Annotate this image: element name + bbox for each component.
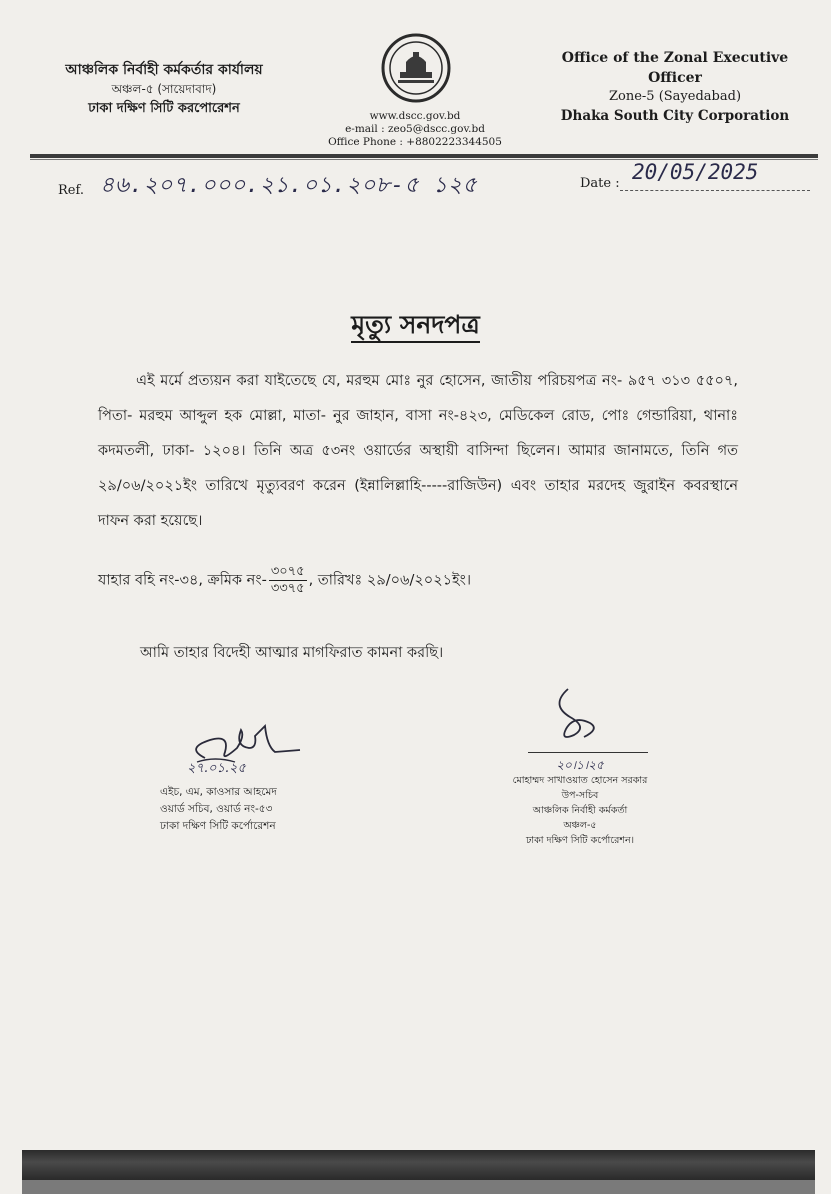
- zone-name-english: Zone-5 (Sayedabad): [608, 89, 742, 104]
- right-signature-line: [528, 752, 648, 753]
- serial-bottom: ৩৩৭৫: [270, 581, 305, 596]
- register-reference: [98, 564, 471, 597]
- right-signatory-rank: উপ-সচিব: [561, 790, 599, 801]
- zone-name-bangla: অঞ্চল-৫ (সায়েদাবাদ): [111, 82, 217, 96]
- office-name-bangla: আঞ্চলিক নির্বাহী কর্মকর্তার কার্যালয়: [65, 62, 263, 78]
- left-signature-icon: [175, 718, 305, 788]
- register-suffix: , তারিখঃ ২৯/০৬/২০২১ইং।: [308, 572, 472, 589]
- footer-band: [22, 1150, 815, 1180]
- date-value: 20/05/2025: [632, 160, 759, 184]
- certificate-title-text: মৃত্যু সনদপত্র: [351, 310, 480, 343]
- date-underline: [620, 190, 810, 191]
- right-signature-date: ২০।১।২৫: [556, 758, 604, 772]
- header-divider: [30, 154, 818, 158]
- left-signatory-designation: ওয়ার্ড সচিব, ওয়ার্ড নং-৫৩: [160, 803, 273, 815]
- website-text: www.dscc.gov.bd: [369, 110, 461, 122]
- certificate-title: [0, 305, 831, 348]
- ref-label: Ref.: [58, 183, 84, 198]
- right-signatory-designation: আঞ্চলিক নির্বাহী কর্মকর্তা: [532, 805, 628, 816]
- serial-top: ৩০৭৫: [270, 564, 305, 579]
- register-prefix: যাহার বহি নং-৩৪, ক্রমিক নং-: [98, 572, 267, 589]
- condolence-text: আমি তাহার বিদেহী আত্মার মাগফিরাত কামনা করছি।: [140, 645, 444, 661]
- footer-band-lower: [22, 1180, 815, 1194]
- left-signatory-organization: ঢাকা দক্ষিণ সিটি কর্পোরেশন: [160, 820, 276, 832]
- right-signatory-zone: অঞ্চল-৫: [563, 820, 597, 831]
- right-signatory-name: মোহাম্মদ সাখাওয়াত হোসেন সরকার: [512, 775, 648, 786]
- email-text: e-mail : zeo5@dscc.gov.bd: [345, 123, 485, 135]
- right-signature-icon: [540, 685, 610, 745]
- right-signatory: [505, 758, 655, 848]
- certificate-body: [98, 364, 738, 539]
- letterhead-english: [535, 48, 815, 126]
- left-signatory-name: এইচ, এম, কাওসার আহমেদ: [160, 786, 277, 798]
- serial-fraction: [269, 564, 307, 597]
- corporation-name-english: Dhaka South City Corporation: [560, 108, 790, 124]
- left-signature-date: ২৭.০১.২৫: [187, 761, 246, 776]
- phone-text: Office Phone : +8802223344505: [328, 136, 502, 148]
- corporation-name-bangla: ঢাকা দক্ষিণ সিটি করপোরেশন: [88, 101, 240, 116]
- ref-number: ৪৬.২০৭.০০০.২১.০১.২০৮-৫ ১২৫: [100, 173, 478, 198]
- right-signatory-organization: ঢাকা দক্ষিণ সিটি কর্পোরেশন।: [525, 835, 635, 846]
- dscc-logo-icon: [380, 32, 452, 104]
- certificate-body-text: এই মর্মে প্রত্যয়ন করা যাইতেছে যে, মরহুম মোঃ নুর হোসেন, জাতীয় পরিচয়পত্র নং- ৯৫৭ ৩১৩ ৫৫০৭, পিতা- মরহুম আব্দুল হক মোল্লা, মাতা- নুর জাহান, বাসা নং-৪২৩, মেডিকেল রোড, পোঃ গেন্ডারিয়া, থানাঃ কদমতলী, ঢাকা- ১২০৪। তিনি অত্র ৫৩নং ওয়ার্ডের অস্থায়ী বাসিন্দা ছিলেন। আমার জানামতে, তিনি গত ২৯/০৬/২০২১ইং তারিখে মৃত্যুবরণ করেন (ইন্নালিল্লাহি-----রাজিউন) এবং তাহার মরদেহ জুরাইন কবরস্থানে দাফন করা হয়েছে।: [98, 373, 738, 529]
- letterhead-contact: [300, 110, 530, 149]
- left-signatory: [160, 761, 330, 835]
- date-label: Date :: [580, 176, 620, 191]
- letterhead-bangla: [34, 60, 294, 119]
- office-name-english: Office of the Zonal Executive Officer: [561, 50, 789, 86]
